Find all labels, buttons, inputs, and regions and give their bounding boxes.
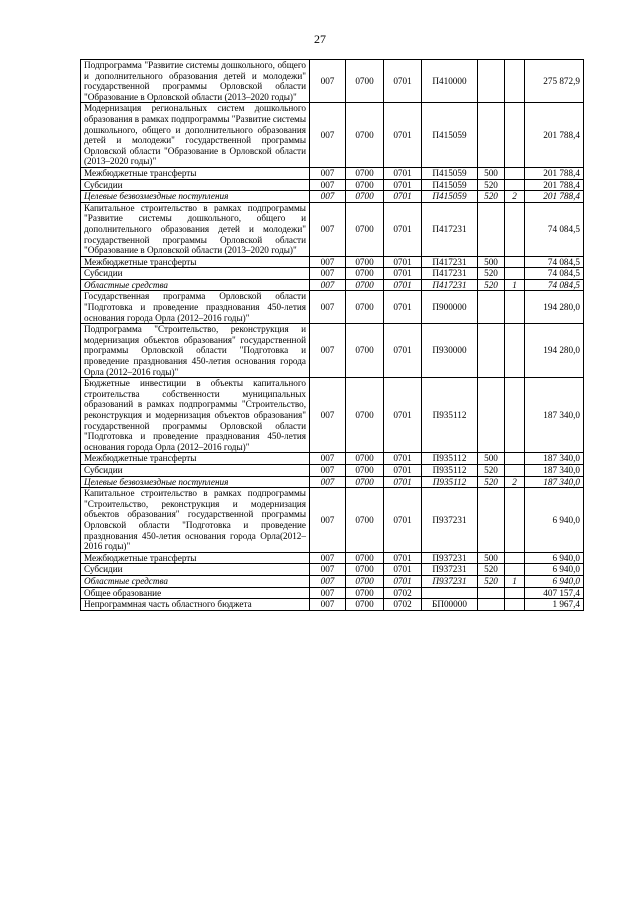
subsection-code-cell: 0701: [384, 464, 422, 476]
target-article-code-cell: П417231: [422, 256, 478, 268]
target-article-code-cell: П937231: [422, 552, 478, 564]
target-article-code-cell: П415059: [422, 167, 478, 179]
expense-type-code-cell: [478, 587, 505, 599]
row-name-cell: Межбюджетные трансферты: [81, 453, 310, 465]
target-article-code-cell: П415059: [422, 103, 478, 168]
amount-cell: 6 940,0: [525, 552, 584, 564]
ministry-code-cell: 007: [310, 587, 346, 599]
amount-cell: 187 340,0: [525, 378, 584, 453]
section-code-cell: 0700: [346, 202, 384, 256]
target-article-code-cell: П417231: [422, 202, 478, 256]
ministry-code-cell: 007: [310, 599, 346, 611]
target-article-code-cell: П937231: [422, 488, 478, 553]
ministry-code-cell: 007: [310, 324, 346, 378]
ministry-code-cell: 007: [310, 378, 346, 453]
expense-type-code-cell: 520: [478, 564, 505, 576]
row-name-cell: Капитальное строительство в рамках подпрограммы "Строительство, реконструкция и модернизация объектов образования" государственной программы Орловской области "Подготовка и проведение празднования 450-летия основания города Орла(2012–2016 годы)": [81, 488, 310, 553]
subsection-code-cell: 0701: [384, 279, 422, 291]
table-row: [81, 453, 584, 465]
amount-cell: 275 872,9: [525, 60, 584, 103]
target-article-code-cell: П935112: [422, 378, 478, 453]
row-name-cell: Целевые безвозмездные поступления: [81, 191, 310, 203]
expense-type-code-cell: 520: [478, 464, 505, 476]
subsection-code-cell: 0701: [384, 476, 422, 488]
row-name-cell: Подпрограмма "Строительство, реконструкция и модернизация объектов образования" государственной программы Орловской области "Подготовка и проведение празднования 450-летия основания города Орла (2012–2016 годы)": [81, 324, 310, 378]
row-name-cell: Модернизация региональных систем дошкольного образования в рамках подпрограммы "Развитие системы дошкольного, общего и дополнительного образования детей и молодежи" государственной программы Орловской области "Образование в Орловской области (2013–2020 годы)": [81, 103, 310, 168]
subsection-code-cell: 0701: [384, 378, 422, 453]
table-row: [81, 564, 584, 576]
table-row: [81, 476, 584, 488]
subsection-code-cell: 0702: [384, 587, 422, 599]
row-name-cell: Областные средства: [81, 279, 310, 291]
amount-cell: 74 084,5: [525, 279, 584, 291]
subsection-code-cell: 0701: [384, 564, 422, 576]
ministry-code-cell: 007: [310, 291, 346, 324]
ministry-code-cell: 007: [310, 191, 346, 203]
subsection-code-cell: 0701: [384, 324, 422, 378]
row-name-cell: Областные средства: [81, 575, 310, 587]
ministry-code-cell: 007: [310, 279, 346, 291]
source-code-cell: [505, 291, 525, 324]
subsection-code-cell: 0701: [384, 191, 422, 203]
expense-type-code-cell: 500: [478, 167, 505, 179]
source-code-cell: [505, 599, 525, 611]
table-row: [81, 575, 584, 587]
source-code-cell: [505, 256, 525, 268]
ministry-code-cell: 007: [310, 179, 346, 191]
source-code-cell: [505, 464, 525, 476]
table-row: [81, 256, 584, 268]
section-code-cell: 0700: [346, 191, 384, 203]
amount-cell: 6 940,0: [525, 564, 584, 576]
section-code-cell: 0700: [346, 453, 384, 465]
source-code-cell: [505, 167, 525, 179]
source-code-cell: [505, 268, 525, 280]
expense-type-code-cell: 520: [478, 476, 505, 488]
source-code-cell: [505, 60, 525, 103]
target-article-code-cell: [422, 587, 478, 599]
ministry-code-cell: 007: [310, 453, 346, 465]
row-name-cell: Субсидии: [81, 268, 310, 280]
expense-type-code-cell: 500: [478, 256, 505, 268]
target-article-code-cell: П935112: [422, 453, 478, 465]
expense-type-code-cell: [478, 202, 505, 256]
table-row: [81, 167, 584, 179]
expense-type-code-cell: [478, 103, 505, 168]
section-code-cell: 0700: [346, 552, 384, 564]
section-code-cell: 0700: [346, 291, 384, 324]
subsection-code-cell: 0701: [384, 60, 422, 103]
ministry-code-cell: 007: [310, 552, 346, 564]
table-row: [81, 488, 584, 553]
source-code-cell: [505, 103, 525, 168]
ministry-code-cell: 007: [310, 488, 346, 553]
target-article-code-cell: БП00000: [422, 599, 478, 611]
table-row: [81, 599, 584, 611]
amount-cell: 407 157,4: [525, 587, 584, 599]
target-article-code-cell: П900000: [422, 291, 478, 324]
table-row: [81, 191, 584, 203]
subsection-code-cell: 0701: [384, 453, 422, 465]
section-code-cell: 0700: [346, 179, 384, 191]
source-code-cell: 1: [505, 575, 525, 587]
section-code-cell: 0700: [346, 256, 384, 268]
subsection-code-cell: 0701: [384, 202, 422, 256]
ministry-code-cell: 007: [310, 575, 346, 587]
row-name-cell: Межбюджетные трансферты: [81, 167, 310, 179]
expense-type-code-cell: [478, 599, 505, 611]
row-name-cell: Межбюджетные трансферты: [81, 552, 310, 564]
target-article-code-cell: П935112: [422, 476, 478, 488]
row-name-cell: Непрограммная часть областного бюджета: [81, 599, 310, 611]
row-name-cell: Подпрограмма "Развитие системы дошкольного, общего и дополнительного образования детей и молодежи" государственной программы Орловской области "Образование в Орловской области (2013–2020 годы)": [81, 60, 310, 103]
target-article-code-cell: П415059: [422, 191, 478, 203]
section-code-cell: 0700: [346, 103, 384, 168]
source-code-cell: [505, 378, 525, 453]
target-article-code-cell: П937231: [422, 575, 478, 587]
source-code-cell: [505, 179, 525, 191]
subsection-code-cell: 0701: [384, 167, 422, 179]
table-row: [81, 291, 584, 324]
source-code-cell: [505, 488, 525, 553]
expense-type-code-cell: [478, 324, 505, 378]
subsection-code-cell: 0701: [384, 291, 422, 324]
amount-cell: 6 940,0: [525, 488, 584, 553]
amount-cell: 201 788,4: [525, 191, 584, 203]
source-code-cell: [505, 453, 525, 465]
table-row: [81, 179, 584, 191]
source-code-cell: 2: [505, 476, 525, 488]
expense-type-code-cell: [478, 488, 505, 553]
table-row: [81, 279, 584, 291]
table-row: [81, 552, 584, 564]
expense-type-code-cell: 500: [478, 453, 505, 465]
target-article-code-cell: П417231: [422, 279, 478, 291]
subsection-code-cell: 0701: [384, 575, 422, 587]
subsection-code-cell: 0702: [384, 599, 422, 611]
ministry-code-cell: 007: [310, 202, 346, 256]
row-name-cell: Межбюджетные трансферты: [81, 256, 310, 268]
section-code-cell: 0700: [346, 60, 384, 103]
amount-cell: 74 084,5: [525, 256, 584, 268]
section-code-cell: 0700: [346, 268, 384, 280]
expense-type-code-cell: 520: [478, 575, 505, 587]
ministry-code-cell: 007: [310, 256, 346, 268]
table-row: [81, 103, 584, 168]
table-row: [81, 60, 584, 103]
expense-type-code-cell: [478, 60, 505, 103]
subsection-code-cell: 0701: [384, 179, 422, 191]
table-row: [81, 464, 584, 476]
expense-type-code-cell: [478, 378, 505, 453]
expense-type-code-cell: 520: [478, 268, 505, 280]
target-article-code-cell: П930000: [422, 324, 478, 378]
target-article-code-cell: П415059: [422, 179, 478, 191]
section-code-cell: 0700: [346, 575, 384, 587]
row-name-cell: Государственная программа Орловской области "Подготовка и проведение празднования 450-летия основания города Орла (2012–2016 годы)": [81, 291, 310, 324]
amount-cell: 187 340,0: [525, 464, 584, 476]
row-name-cell: Бюджетные инвестиции в объекты капитального строительства собственности муниципальных образований в рамках подпрограммы "Строительство, реконструкция и модернизация объектов образования" государственной программы Орловской области "Подготовка и проведение празднования 450-летия основания города Орла (2012–2016 годы)": [81, 378, 310, 453]
table-row: [81, 324, 584, 378]
source-code-cell: [505, 324, 525, 378]
section-code-cell: 0700: [346, 464, 384, 476]
budget-table-body: [81, 60, 584, 611]
amount-cell: 74 084,5: [525, 268, 584, 280]
section-code-cell: 0700: [346, 587, 384, 599]
ministry-code-cell: 007: [310, 167, 346, 179]
section-code-cell: 0700: [346, 564, 384, 576]
ministry-code-cell: 007: [310, 464, 346, 476]
subsection-code-cell: 0701: [384, 103, 422, 168]
amount-cell: 74 084,5: [525, 202, 584, 256]
amount-cell: 201 788,4: [525, 103, 584, 168]
row-name-cell: Капитальное строительство в рамках подпрограммы "Развитие системы дошкольного, общего и дополнительного образования детей и молодежи" государственной программы Орловской области "Образование в Орловской области (2013–2020 годы)": [81, 202, 310, 256]
section-code-cell: 0700: [346, 476, 384, 488]
ministry-code-cell: 007: [310, 564, 346, 576]
expense-type-code-cell: 520: [478, 191, 505, 203]
section-code-cell: 0700: [346, 599, 384, 611]
subsection-code-cell: 0701: [384, 552, 422, 564]
source-code-cell: [505, 552, 525, 564]
amount-cell: 6 940,0: [525, 575, 584, 587]
section-code-cell: 0700: [346, 488, 384, 553]
ministry-code-cell: 007: [310, 476, 346, 488]
subsection-code-cell: 0701: [384, 256, 422, 268]
section-code-cell: 0700: [346, 167, 384, 179]
source-code-cell: [505, 564, 525, 576]
budget-table: [80, 59, 584, 611]
ministry-code-cell: 007: [310, 268, 346, 280]
target-article-code-cell: П937231: [422, 564, 478, 576]
table-row: [81, 202, 584, 256]
amount-cell: 194 280,0: [525, 324, 584, 378]
section-code-cell: 0700: [346, 279, 384, 291]
amount-cell: 1 967,4: [525, 599, 584, 611]
target-article-code-cell: П410000: [422, 60, 478, 103]
expense-type-code-cell: [478, 291, 505, 324]
amount-cell: 187 340,0: [525, 476, 584, 488]
row-name-cell: Субсидии: [81, 179, 310, 191]
source-code-cell: [505, 587, 525, 599]
table-row: [81, 587, 584, 599]
source-code-cell: 1: [505, 279, 525, 291]
row-name-cell: Общее образование: [81, 587, 310, 599]
source-code-cell: [505, 202, 525, 256]
row-name-cell: Субсидии: [81, 564, 310, 576]
subsection-code-cell: 0701: [384, 268, 422, 280]
table-row: [81, 378, 584, 453]
table-row: [81, 268, 584, 280]
section-code-cell: 0700: [346, 324, 384, 378]
section-code-cell: 0700: [346, 378, 384, 453]
amount-cell: 201 788,4: [525, 179, 584, 191]
expense-type-code-cell: 500: [478, 552, 505, 564]
expense-type-code-cell: 520: [478, 179, 505, 191]
source-code-cell: 2: [505, 191, 525, 203]
page-number: 27: [314, 32, 326, 46]
target-article-code-cell: П935112: [422, 464, 478, 476]
target-article-code-cell: П417231: [422, 268, 478, 280]
ministry-code-cell: 007: [310, 103, 346, 168]
expense-type-code-cell: 520: [478, 279, 505, 291]
amount-cell: 194 280,0: [525, 291, 584, 324]
amount-cell: 201 788,4: [525, 167, 584, 179]
amount-cell: 187 340,0: [525, 453, 584, 465]
row-name-cell: Целевые безвозмездные поступления: [81, 476, 310, 488]
ministry-code-cell: 007: [310, 60, 346, 103]
row-name-cell: Субсидии: [81, 464, 310, 476]
subsection-code-cell: 0701: [384, 488, 422, 553]
